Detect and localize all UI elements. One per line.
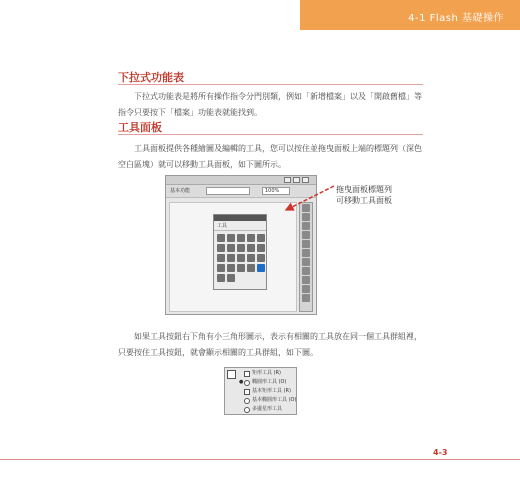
screenshot-tool-group <box>224 367 297 415</box>
tool-grid <box>214 231 266 285</box>
eyedropper-icon[interactable] <box>257 254 265 262</box>
primitive-rectangle-icon <box>244 389 250 395</box>
menu-item[interactable]: 多邊星形工具 <box>239 405 297 414</box>
line-tool-icon[interactable] <box>237 244 245 252</box>
header-band <box>300 0 520 30</box>
hand-tool-icon[interactable] <box>227 264 235 272</box>
tool-icon[interactable] <box>302 222 310 230</box>
deco-tool-icon[interactable] <box>227 254 235 262</box>
tool-icon[interactable] <box>302 240 310 248</box>
lasso-tool-icon[interactable] <box>257 234 265 242</box>
panel-title: 工具 <box>214 221 266 231</box>
eraser-icon[interactable] <box>217 264 225 272</box>
section-title-tools-panel: 工具面板 <box>118 121 162 134</box>
3d-rotation-tool-icon[interactable] <box>247 234 255 242</box>
zoom-select[interactable]: 100% <box>262 187 290 195</box>
tool-icon[interactable] <box>302 258 310 266</box>
selected-dot-icon: ● <box>239 379 244 385</box>
menu-item[interactable]: 矩形工具 (R) <box>239 369 297 378</box>
section-rule <box>118 84 423 85</box>
floating-tools-panel[interactable] <box>213 214 267 290</box>
tool-icon[interactable] <box>302 285 310 293</box>
callout-line-1: 拖曳面板標題列 <box>336 185 392 194</box>
tool-icon[interactable] <box>302 231 310 239</box>
footer-rule <box>0 459 520 460</box>
subselection-tool-icon[interactable] <box>227 234 235 242</box>
paint-bucket-icon[interactable] <box>247 254 255 262</box>
menu-item[interactable]: 基本矩形工具 (R) <box>239 387 297 396</box>
menu-item[interactable]: 基本橢圓形工具 (O) <box>239 396 297 405</box>
search-input[interactable] <box>206 187 250 195</box>
menu-item[interactable]: ● 橢圓形工具 (O) <box>239 379 287 385</box>
tool-icon[interactable] <box>302 267 310 275</box>
rectangle-tool-icon[interactable] <box>227 370 236 379</box>
drag-arrow-icon <box>280 180 340 220</box>
page-number: 4-3 <box>433 448 448 457</box>
paragraph-tools-panel: 工具面板提供各種繪圖及編輯的工具，您可以按住並拖曳面板上端的標題列（深色空白區塊）就可以移動工具面板，如下圖所示。 <box>118 144 422 169</box>
primitive-oval-icon <box>244 398 250 404</box>
bone-tool-icon[interactable] <box>237 254 245 262</box>
tool-icon[interactable] <box>302 249 310 257</box>
tool-group-menu <box>239 369 297 414</box>
transform-tool-icon[interactable] <box>237 234 245 242</box>
chapter-title: 4-1 Flash 基礎操作 <box>408 13 504 24</box>
tool-icon[interactable] <box>302 294 310 302</box>
text-tool-icon[interactable] <box>227 244 235 252</box>
paragraph-dropdown-menu: 下拉式功能表是將所有操作指令分門別類，例如「新增檔案」以及「開啟舊檔」等指令只要按下「檔案」功能表就能找到。 <box>118 92 422 117</box>
paragraph-tool-groups: 如果工具按鈕右下角有小三角形圖示，表示有相關的工具放在同一個工具群組裡，只要按住工具按鈕，就會顯示相關的工具群組，如下圖。 <box>118 332 422 357</box>
fill-color-icon[interactable] <box>257 264 265 272</box>
rectangle-tool-icon[interactable] <box>247 244 255 252</box>
zoom-tool-icon[interactable] <box>237 264 245 272</box>
section-title-dropdown-menu: 下拉式功能表 <box>118 71 184 84</box>
pen-tool-icon[interactable] <box>217 244 225 252</box>
brush-tool-icon[interactable] <box>217 254 225 262</box>
callout-note <box>336 184 392 206</box>
rectangle-icon <box>244 371 250 377</box>
pencil-tool-icon[interactable] <box>257 244 265 252</box>
section-rule <box>118 134 423 135</box>
snap-icon[interactable] <box>227 274 235 282</box>
stroke-color-icon[interactable] <box>247 264 255 272</box>
oval-icon <box>244 380 250 386</box>
polystar-icon <box>244 407 250 413</box>
selection-tool-icon[interactable] <box>217 234 225 242</box>
swap-colors-icon[interactable] <box>217 274 225 282</box>
tool-icon[interactable] <box>302 276 310 284</box>
callout-line-2: 可移動工具面板 <box>336 196 392 205</box>
workspace-menu[interactable]: 基本功能 <box>170 188 191 194</box>
